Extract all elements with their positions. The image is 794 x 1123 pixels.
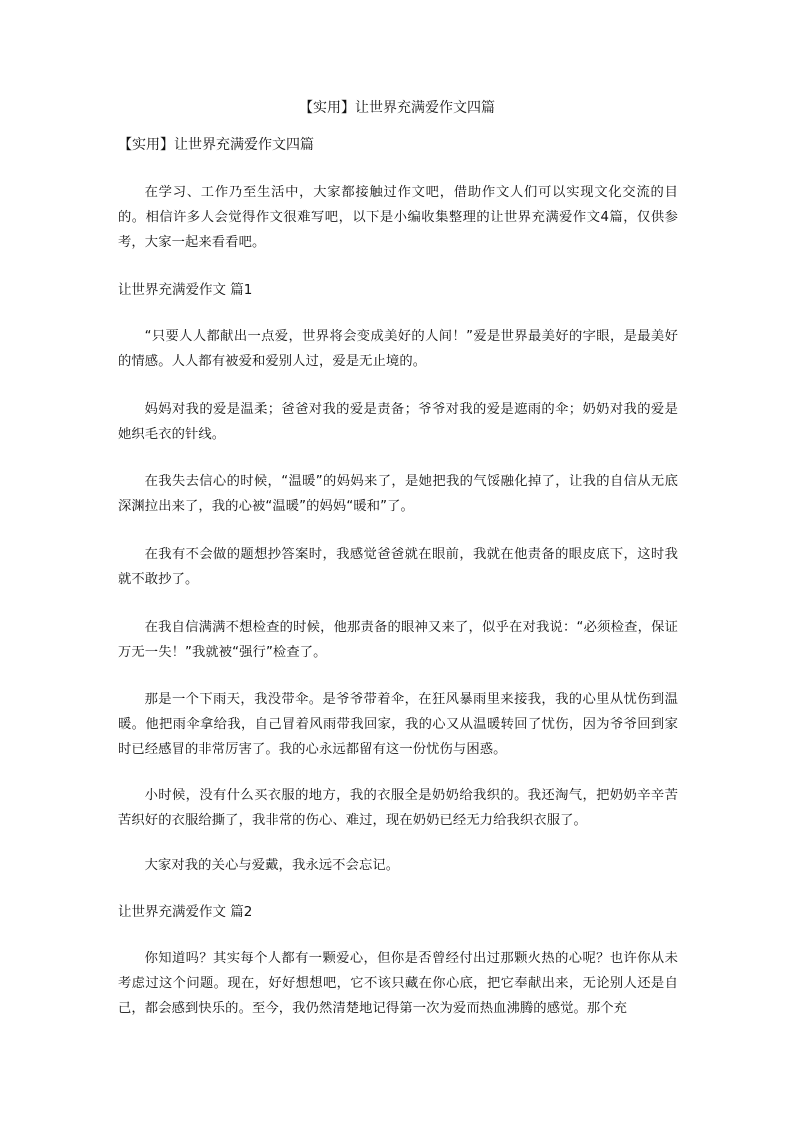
section-heading-1: 让世界充满爱作文 篇1 [118,282,253,298]
paragraph: 大家对我的关心与爱戴，我永远不会忘记。 [144,858,400,873]
paragraph: 在我自信满满不想检查的时候，他那责备的眼神又来了，似乎在对我说：“必须检查，保证万无一失！”我就被“强行”检查了。 [118,620,678,660]
document-title: 【实用】让世界充满爱作文四篇 [299,100,495,116]
document-subtitle: 【实用】让世界充满爱作文四篇 [118,137,314,153]
section-heading-2: 让世界充满爱作文 篇2 [118,904,253,920]
paragraph: 在我有不会做的题想抄答案时，我感觉爸爸就在眼前，我就在他责备的眼皮底下，这时我就不敢抄了。 [118,547,678,587]
paragraph: 妈妈对我的爱是温柔；爸爸对我的爱是责备；爷爷对我的爱是遮雨的伞；奶奶对我的爱是她织毛衣的针线。 [118,402,678,442]
paragraph: 小时候，没有什么买衣服的地方，我的衣服全是奶奶给我织的。我还淘气，把奶奶辛辛苦苦织好的衣服给撕了，我非常的伤心、难过，现在奶奶已经无力给我织衣服了。 [118,788,678,828]
paragraph: 在我失去信心的时候，“温暖”的妈妈来了，是她把我的气馁融化掉了，让我的自信从无底深渊拉出来了，我的心被“温暖”的妈妈“暖和”了。 [118,474,678,514]
paragraph: 那是一个下雨天，我没带伞。是爷爷带着伞，在狂风暴雨里来接我，我的心里从忧伤到温暖。他把雨伞拿给我，自己冒着风雨带我回家，我的心又从温暖转回了忧伤，因为爷爷回到家时已经感冒的非常厉害了。我的心永远都留有这一份忧伤与困惑。 [118,692,678,757]
paragraph: “只要人人都献出一点爱，世界将会变成美好的人间！”爱是世界最美好的字眼，是最美好的情感。人人都有被爱和爱别人过，爱是无止境的。 [118,329,678,369]
paragraph: 你知道吗？其实每个人都有一颗爱心，但你是否曾经付出过那颗火热的心呢？也许你从未考虑过这个问题。现在，好好想想吧，它不该只藏在你心底，把它奉献出来，无论别人还是自己，都会感到快乐的。至今，我仍然清楚地记得第一次为爱而热血沸腾的感觉。那个充 [118,951,678,1016]
intro-paragraph: 在学习、工作乃至生活中，大家都接触过作文吧，借助作文人们可以实现文化交流的目的。相信许多人会觉得作文很难写吧，以下是小编收集整理的让世界充满爱作文4篇，仅供参考，大家一起来看看吧。 [118,185,678,250]
